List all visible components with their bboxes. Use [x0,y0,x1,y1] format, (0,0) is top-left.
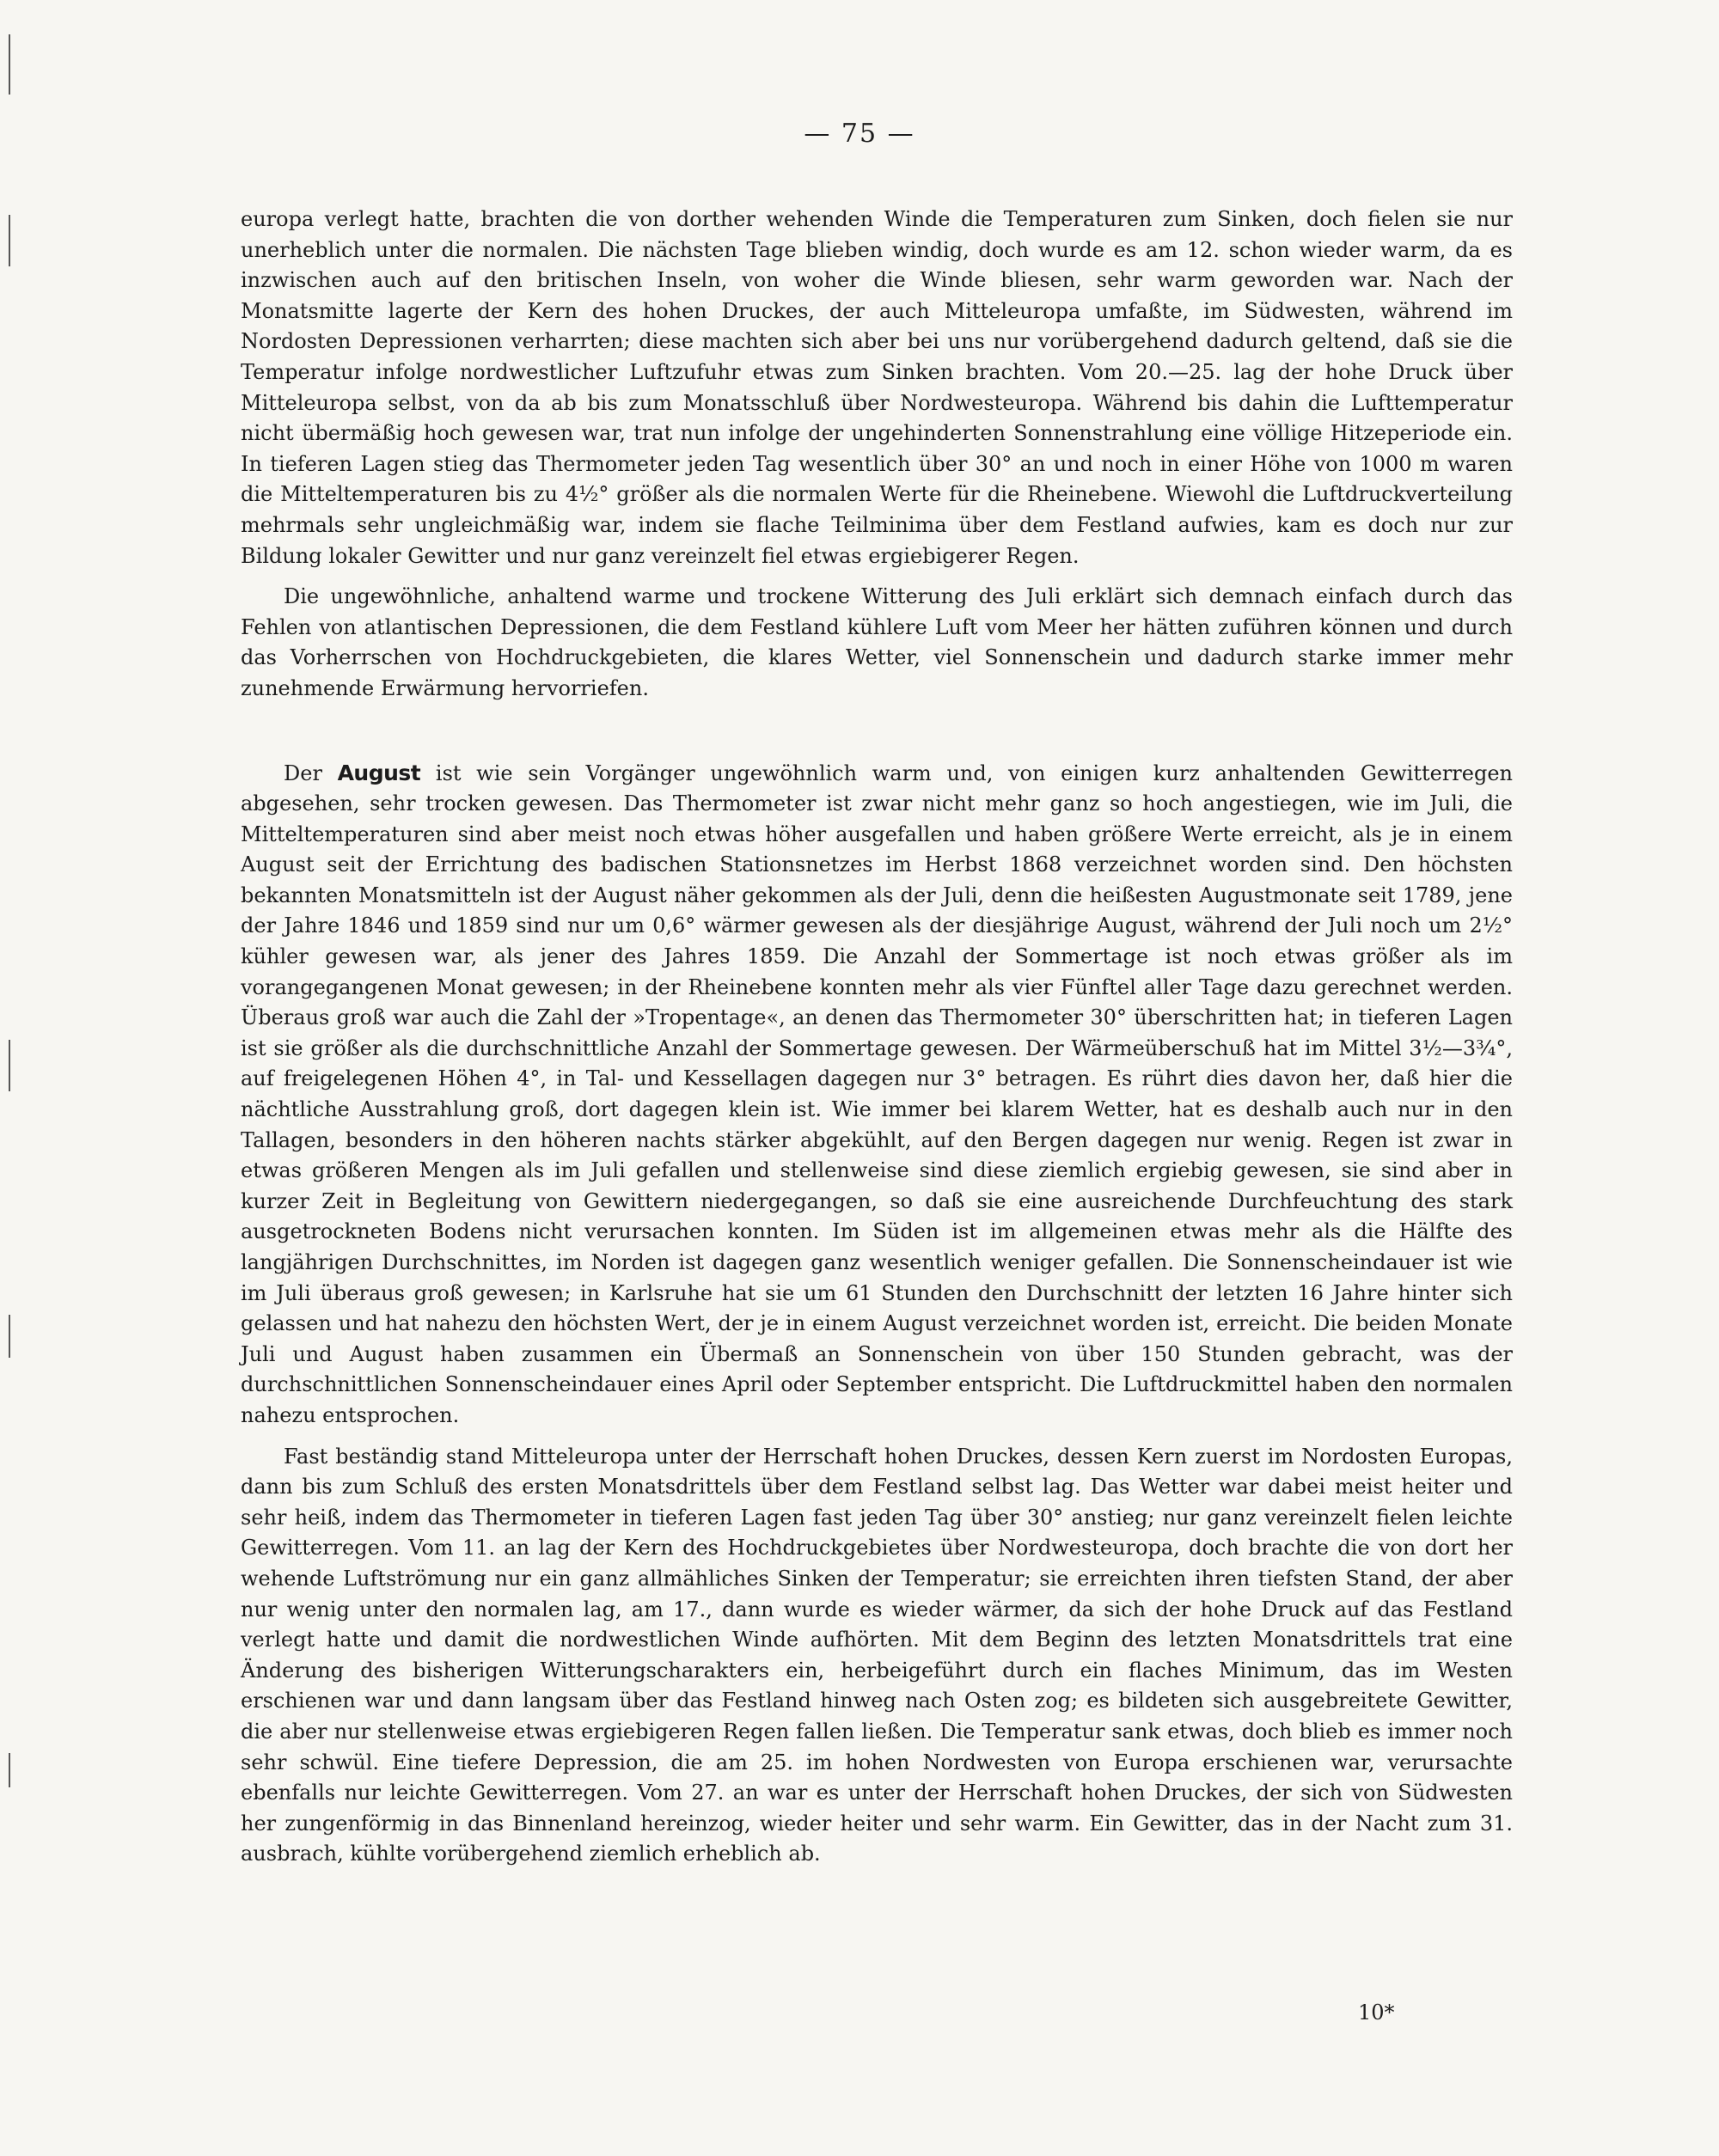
section-keyword-august: August [337,760,421,785]
paragraph-text: ist wie sein Vorgänger ungewöhnlich warm und, von einigen kurz anhaltenden Gewitterregen abgesehen, sehr trocken gewesen. Das Thermometer ist zwar nicht mehr ganz so hoch angestiegen, wie im Juli, die Mitteltemperaturen sind aber meist noch etwas höher ausgefallen und haben größere Werte erreicht, als je in einem August seit der Errichtung des badischen Stationsnetzes im Herbst 1868 verzeichnet worden sind. Den höchsten bekannten Monatsmitteln ist der August näher gekommen als der Juli, denn die heißesten Augustmonate seit 1789, jene der Jahre 1846 und 1859 sind nur um 0,6° wärmer gewesen als der diesjährige August, während der Juli noch um 2½° kühler gewesen war, als jener des Jahres 1859. Die Anzahl der Sommertage ist noch etwas größer als im vorangegangenen Monat gewesen; in der Rheinebene konnten mehr als vier Fünftel aller Tage dazu gerechnet werden. Überaus groß war auch die Zahl der »Tropentage«, an denen das Thermometer 30° überschritten hat; in tieferen Lagen ist sie größer als die durchschnittliche Anzahl der Sommertage gewesen. Der Wärmeüberschuß hat im Mittel 3½—3¾°, auf freigelegenen Höhen 4°, in Tal- und Kessellagen dagegen nur 3° betragen. Es rührt dies davon her, daß hier die nächtliche Ausstrahlung groß, dort dagegen klein ist. Wie immer bei klarem Wetter, hat es deshalb auch nur in den Tallagen, besonders in den höheren nachts stärker abgekühlt, auf den Bergen dagegen nur wenig. Regen ist zwar in etwas größeren Mengen als im Juli gefallen und stellenweise sind diese ziemlich ergiebig gewesen, sie sind aber in kurzer Zeit in Begleitung von Gewittern niedergegangen, so daß sie eine ausreichende Durchfeuchtung des stark ausgetrockneten Bodens nicht verursachen konnten. Im Süden ist im allgemeinen etwas mehr als die Hälfte des langjährigen Durchschnittes, im Norden ist dagegen ganz wesentlich weniger gefallen. Die Sonnenscheindauer ist wie im Juli überaus groß gewesen; in Karlsruhe hat sie um 61 Stunden den Durchschnitt der letzten 16 Jahre hinter sich gelassen und hat nahezu den höchsten Wert, der je in einem August verzeichnet worden ist, erreicht. Die beiden Monate Juli und August haben zusammen ein Übermaß an Sonnenschein von über 150 Stunden gebracht, was der durchschnittlichen Sonnenscheindauer eines April oder September entspricht. Die Luftdruckmittel haben den normalen nahezu entsprochen. [241,760,1514,1427]
signature-mark: 10* [1358,2000,1395,2025]
paragraph-lead: Der [284,760,338,785]
scan-margin-mark [9,1753,10,1787]
scan-margin-mark [9,215,10,266]
paragraph-august-intro [241,758,1513,1432]
document-body [241,205,1513,1870]
scan-margin-mark [9,1315,10,1358]
paragraph-july-summary: Die ungewöhnliche, anhaltend warme und trockene Witterung des Juli erklärt sich demnach einfach durch das Fehlen von atlantischen Depressionen, die dem Festland kühlere Luft vom Meer her hätten zuführen können und durch das Vorherrschen von Hochdruckgebieten, die klares Wetter, viel Sonnenschein und dadurch starke immer mehr zunehmende Erwärmung hervorriefen. [241,584,1513,700]
page-number: — 75 — [804,119,915,149]
paragraph-july-continued: europa verlegt hatte, brachten die von dorther wehenden Winde die Temperaturen zum Sinken, doch fielen sie nur unerheblich unter die normalen. Die nächsten Tage blieben windig, doch wurde es am 12. schon wieder warm, da es inzwischen auch auf den britischen Inseln, von woher die Winde bliesen, sehr warm geworden war. Nach der Monatsmitte lagerte der Kern des hohen Druckes, der auch Mitteleuropa umfaßte, im Südwesten, während im Nordosten Depressionen verharrten; diese machten sich aber bei uns nur vorübergehend dadurch geltend, daß sie die Temperatur infolge nordwestlicher Luftzufuhr etwas zum Sinken brachten. Vom 20.—25. lag der hohe Druck über Mitteleuropa selbst, von da ab bis zum Monatsschluß über Nordwesteuropa. Während bis dahin die Lufttemperatur nicht übermäßig hoch gewesen war, trat nun infolge der ungehinderten Sonnenstrahlung eine völlige Hitzeperiode ein. In tieferen Lagen stieg das Thermometer jeden Tag wesentlich über 30° an und noch in einer Höhe von 1000 m waren die Mitteltemperaturen bis zu 4½° größer als die normalen Werte für die Rheinebene. Wiewohl die Luftdruckverteilung mehrmals sehr ungleichmäßig war, indem sie flache Teilminima über dem Festland aufwies, kam es doch nur zur Bildung lokaler Gewitter und nur ganz vereinzelt fiel etwas ergiebigerer Regen. [241,207,1513,568]
paragraph-august-weather: Fast beständig stand Mitteleuropa unter der Herrschaft hohen Druckes, dessen Kern zuerst im Nordosten Europas, dann bis zum Schluß des ersten Monatsdrittels über dem Festland selbst lag. Das Wetter war dabei meist heiter und sehr heiß, indem das Thermometer in tieferen Lagen fast jeden Tag über 30° anstieg; nur ganz vereinzelt fielen leichte Gewitterregen. Vom 11. an lag der Kern des Hochdruckgebietes über Nordwesteuropa, doch brachte die von dort her wehende Luftströmung nur ein ganz allmähliches Sinken der Temperatur; sie erreichten ihren tiefsten Stand, der aber nur wenig unter den normalen lag, am 17., dann wurde es wieder wärmer, da sich der hohe Druck auf das Festland verlegt hatte und damit die nordwestlichen Winde aufhörten. Mit dem Beginn des letzten Monatsdrittels trat eine Änderung des bisherigen Witterungscharakters ein, herbeigeführt durch ein flaches Minimum, das im Westen erschienen war und dann langsam über das Festland hinweg nach Osten zog; es bildeten sich ausgebreitete Gewitter, die aber nur stellenweise etwas ergiebigeren Regen fallen ließen. Die Temperatur sank etwas, doch blieb es immer noch sehr schwül. Eine tiefere Depression, die am 25. im hohen Nordwesten von Europa erschienen war, verursachte ebenfalls nur leichte Gewitterregen. Vom 27. an war es unter der Herrschaft hohen Druckes, der sich von Südwesten her zungenförmig in das Binnenland hereinzog, wieder heiter und sehr warm. Ein Gewitter, das in der Nacht zum 31. ausbrach, kühlte vorübergehend ziemlich erheblich ab. [241,1444,1513,1866]
scan-margin-mark [9,1040,10,1091]
scan-margin-mark [9,34,10,95]
